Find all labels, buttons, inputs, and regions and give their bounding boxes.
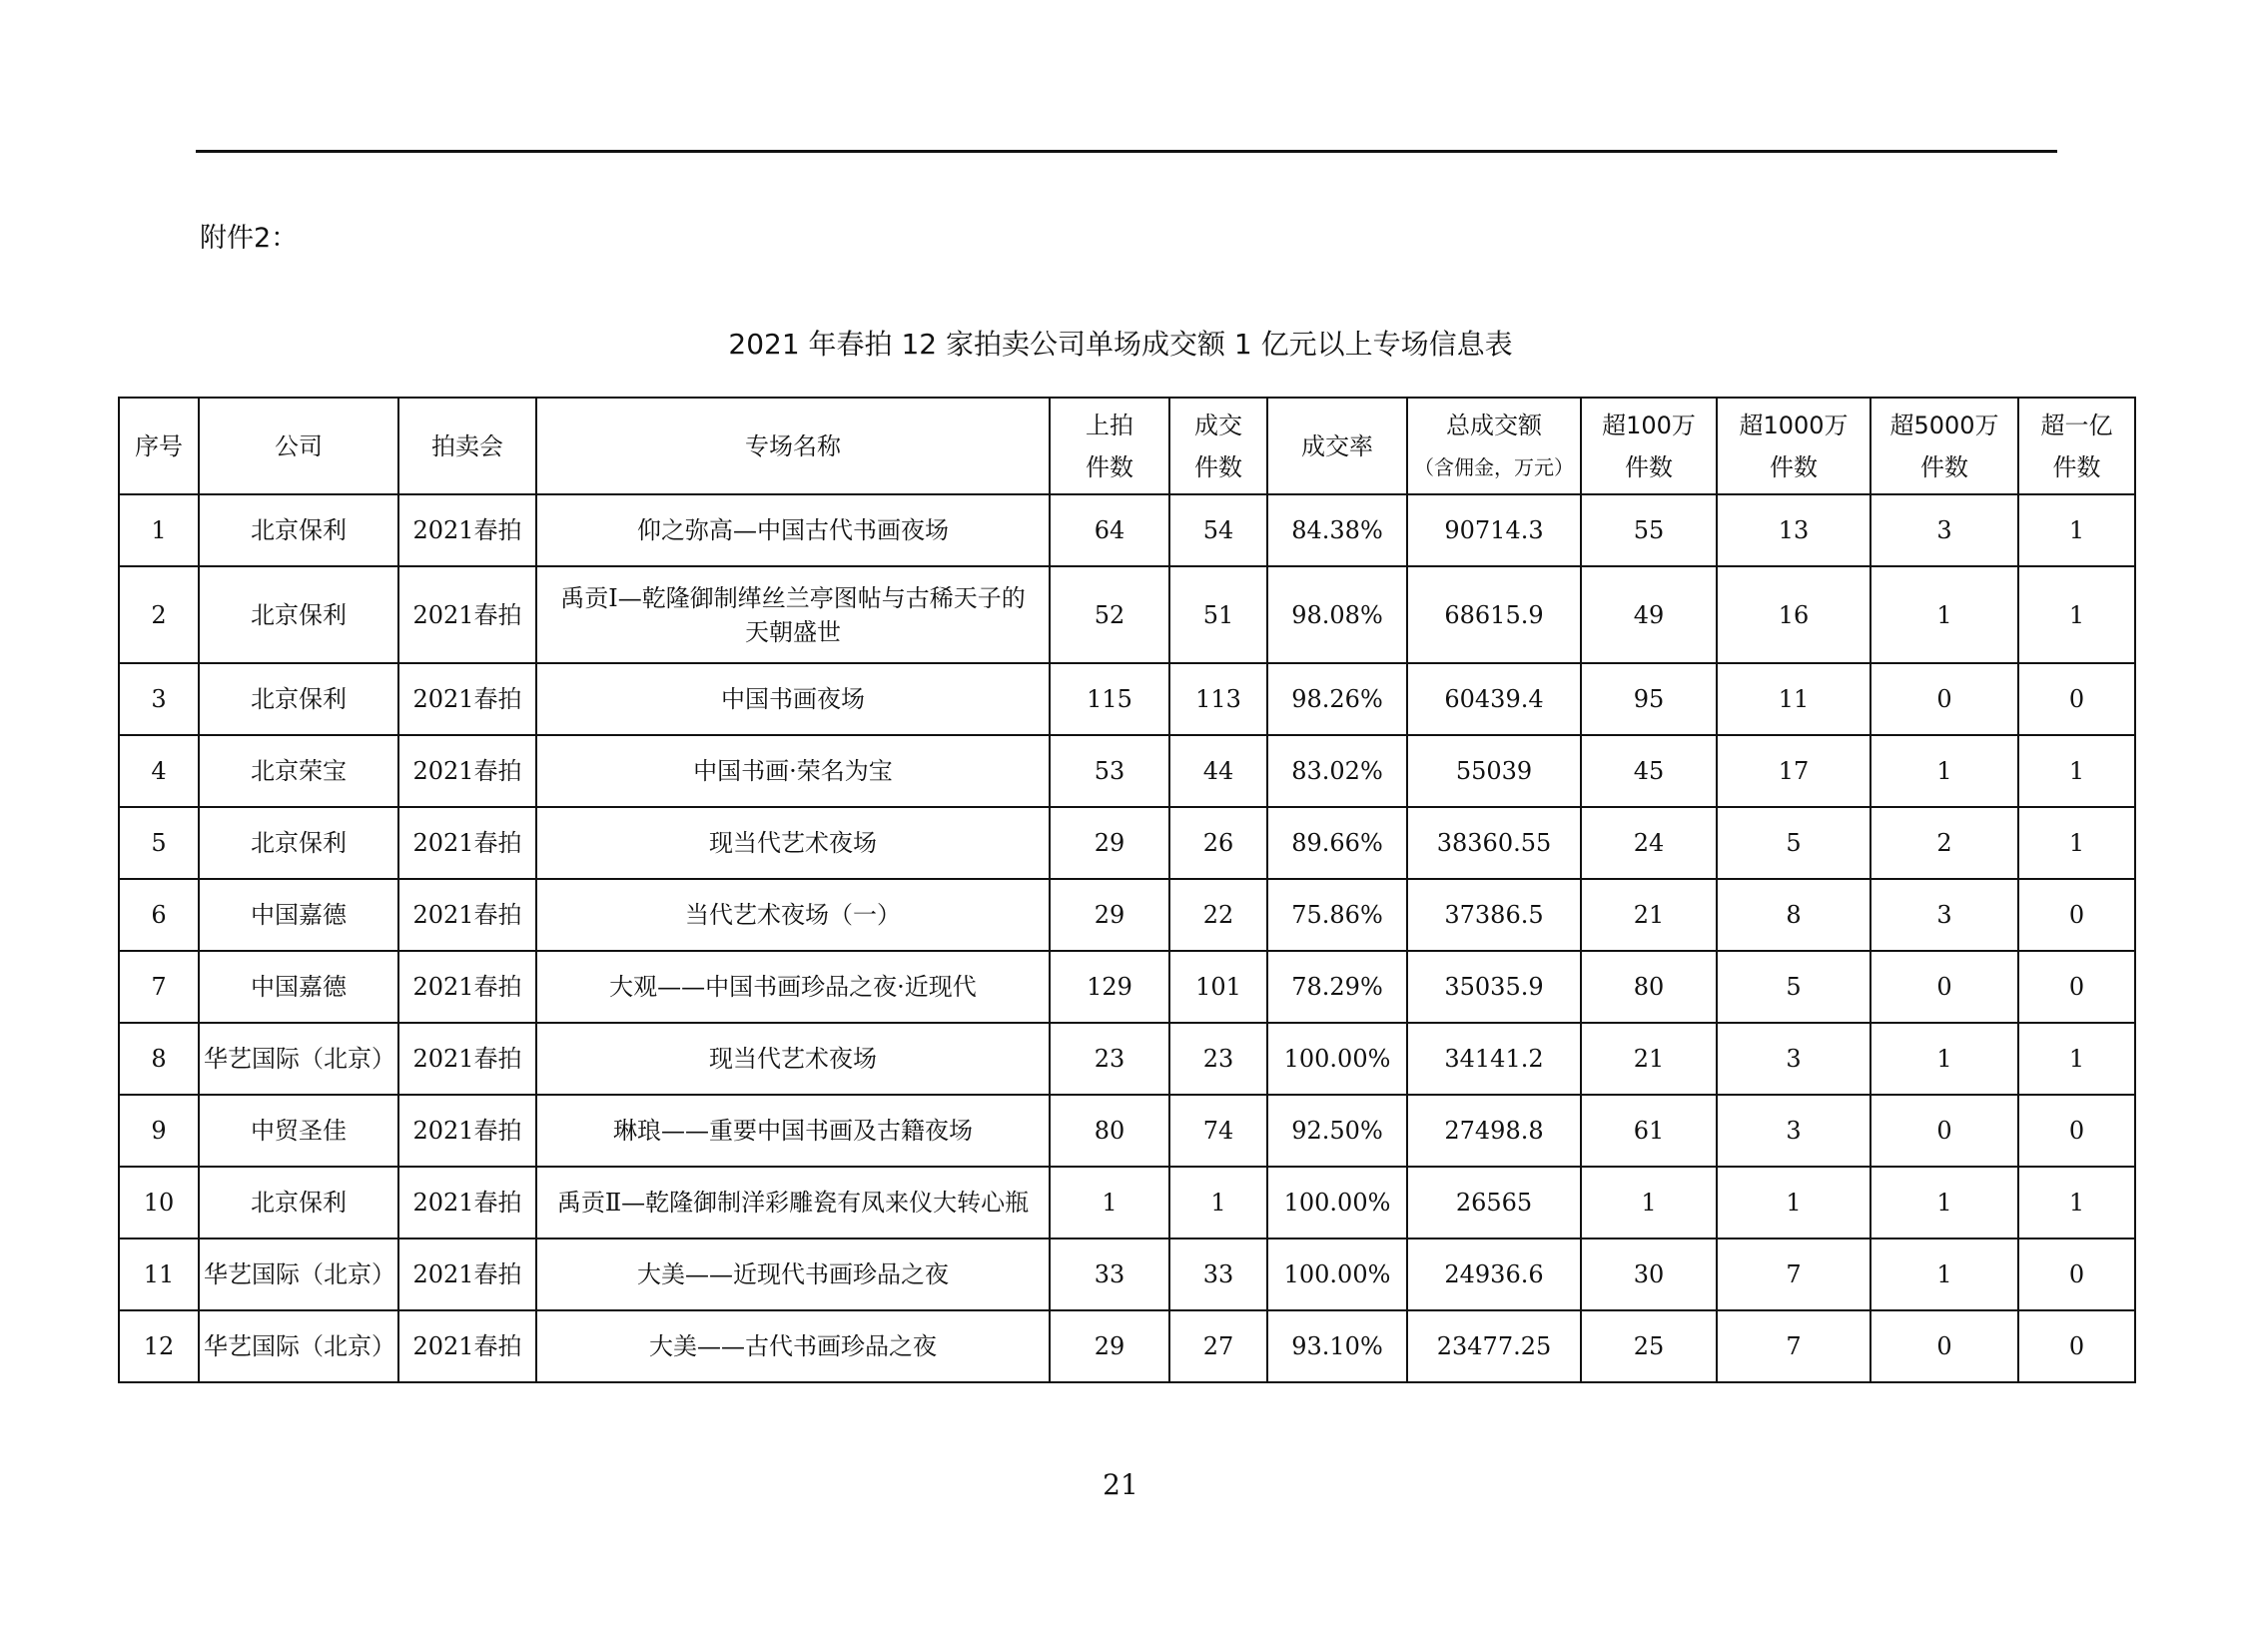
table-row <box>119 1095 2135 1167</box>
cell-session: 现当代艺术夜场 <box>536 807 1050 879</box>
cell-session: 仰之弥高—中国古代书画夜场 <box>536 494 1050 566</box>
cell-over100: 21 <box>1581 1023 1717 1095</box>
cell-session: 禹贡Ⅱ—乾隆御制洋彩雕瓷有凤来仪大转心瓶 <box>536 1167 1050 1239</box>
cell-seq: 3 <box>119 663 199 735</box>
cell-over100: 30 <box>1581 1239 1717 1310</box>
cell-auction: 2021春拍 <box>398 1023 536 1095</box>
cell-lots: 115 <box>1050 663 1169 735</box>
cell-total: 68615.9 <box>1407 566 1581 663</box>
header-over100: 超100万 件数 <box>1581 398 1717 494</box>
cell-seq: 6 <box>119 879 199 951</box>
header-auction: 拍卖会 <box>398 398 536 494</box>
cell-sold: 44 <box>1169 735 1267 807</box>
cell-lots: 29 <box>1050 879 1169 951</box>
cell-session: 大观——中国书画珍品之夜·近现代 <box>536 951 1050 1023</box>
cell-total: 60439.4 <box>1407 663 1581 735</box>
header-over5000: 超5000万 件数 <box>1870 398 2018 494</box>
cell-seq: 1 <box>119 494 199 566</box>
cell-over1000: 7 <box>1717 1239 1870 1310</box>
cell-over1yi: 1 <box>2018 494 2135 566</box>
cell-session: 禹贡Ⅰ—乾隆御制缂丝兰亭图帖与古稀天子的 天朝盛世 <box>536 566 1050 663</box>
cell-company: 中贸圣佳 <box>199 1095 398 1167</box>
cell-auction: 2021春拍 <box>398 879 536 951</box>
table-row <box>119 951 2135 1023</box>
cell-seq: 8 <box>119 1023 199 1095</box>
cell-seq: 12 <box>119 1310 199 1382</box>
cell-over100: 80 <box>1581 951 1717 1023</box>
cell-over5000: 2 <box>1870 807 2018 879</box>
cell-lots: 29 <box>1050 1310 1169 1382</box>
table-row <box>119 566 2135 663</box>
cell-auction: 2021春拍 <box>398 1310 536 1382</box>
cell-lots: 129 <box>1050 951 1169 1023</box>
cell-over1000: 13 <box>1717 494 1870 566</box>
cell-over5000: 0 <box>1870 1095 2018 1167</box>
cell-over1000: 3 <box>1717 1023 1870 1095</box>
cell-lots: 52 <box>1050 566 1169 663</box>
cell-session: 中国书画·荣名为宝 <box>536 735 1050 807</box>
cell-sold: 26 <box>1169 807 1267 879</box>
cell-over1yi: 1 <box>2018 566 2135 663</box>
cell-over100: 45 <box>1581 735 1717 807</box>
table-row <box>119 1167 2135 1239</box>
cell-auction: 2021春拍 <box>398 951 536 1023</box>
cell-auction: 2021春拍 <box>398 494 536 566</box>
cell-over100: 55 <box>1581 494 1717 566</box>
cell-session: 当代艺术夜场（一） <box>536 879 1050 951</box>
table-row <box>119 663 2135 735</box>
cell-session: 大美——近现代书画珍品之夜 <box>536 1239 1050 1310</box>
cell-rate: 93.10% <box>1267 1310 1407 1382</box>
cell-rate: 92.50% <box>1267 1095 1407 1167</box>
cell-auction: 2021春拍 <box>398 807 536 879</box>
table-row <box>119 1310 2135 1382</box>
cell-over5000: 1 <box>1870 1239 2018 1310</box>
cell-over1yi: 1 <box>2018 1023 2135 1095</box>
cell-sold: 101 <box>1169 951 1267 1023</box>
cell-over1yi: 0 <box>2018 879 2135 951</box>
cell-company: 华艺国际（北京） <box>199 1239 398 1310</box>
table-row <box>119 735 2135 807</box>
cell-rate: 100.00% <box>1267 1239 1407 1310</box>
table-row <box>119 494 2135 566</box>
cell-seq: 2 <box>119 566 199 663</box>
cell-seq: 7 <box>119 951 199 1023</box>
cell-seq: 9 <box>119 1095 199 1167</box>
header-row <box>119 398 2135 494</box>
cell-auction: 2021春拍 <box>398 566 536 663</box>
cell-company: 中国嘉德 <box>199 879 398 951</box>
cell-sold: 22 <box>1169 879 1267 951</box>
cell-company: 中国嘉德 <box>199 951 398 1023</box>
cell-over5000: 0 <box>1870 1310 2018 1382</box>
cell-company: 北京保利 <box>199 494 398 566</box>
cell-sold: 113 <box>1169 663 1267 735</box>
cell-over5000: 1 <box>1870 1167 2018 1239</box>
page-number: 21 <box>1103 1468 1138 1501</box>
cell-total: 37386.5 <box>1407 879 1581 951</box>
cell-rate: 84.38% <box>1267 494 1407 566</box>
header-company: 公司 <box>199 398 398 494</box>
cell-company: 华艺国际（北京） <box>199 1023 398 1095</box>
table-row <box>119 807 2135 879</box>
cell-over1000: 8 <box>1717 879 1870 951</box>
cell-session: 琳琅——重要中国书画及古籍夜场 <box>536 1095 1050 1167</box>
cell-total: 24936.6 <box>1407 1239 1581 1310</box>
cell-over100: 61 <box>1581 1095 1717 1167</box>
cell-lots: 80 <box>1050 1095 1169 1167</box>
table-row <box>119 1023 2135 1095</box>
cell-over1000: 5 <box>1717 807 1870 879</box>
header-seq: 序号 <box>119 398 199 494</box>
cell-over100: 21 <box>1581 879 1717 951</box>
cell-seq: 4 <box>119 735 199 807</box>
cell-lots: 33 <box>1050 1239 1169 1310</box>
cell-rate: 83.02% <box>1267 735 1407 807</box>
header-rule <box>196 150 2057 153</box>
cell-total: 55039 <box>1407 735 1581 807</box>
cell-total: 90714.3 <box>1407 494 1581 566</box>
cell-seq: 5 <box>119 807 199 879</box>
cell-lots: 64 <box>1050 494 1169 566</box>
cell-over1000: 7 <box>1717 1310 1870 1382</box>
cell-over1yi: 0 <box>2018 951 2135 1023</box>
cell-over5000: 3 <box>1870 494 2018 566</box>
cell-over1000: 5 <box>1717 951 1870 1023</box>
header-total: 总成交额 （含佣金，万元） <box>1407 398 1581 494</box>
header-sold: 成交 件数 <box>1169 398 1267 494</box>
header-lots: 上拍 件数 <box>1050 398 1169 494</box>
cell-rate: 98.08% <box>1267 566 1407 663</box>
cell-rate: 98.26% <box>1267 663 1407 735</box>
cell-over1000: 1 <box>1717 1167 1870 1239</box>
cell-over5000: 1 <box>1870 566 2018 663</box>
cell-over5000: 1 <box>1870 1023 2018 1095</box>
cell-sold: 51 <box>1169 566 1267 663</box>
cell-seq: 11 <box>119 1239 199 1310</box>
cell-total: 27498.8 <box>1407 1095 1581 1167</box>
cell-over1000: 11 <box>1717 663 1870 735</box>
cell-over1000: 17 <box>1717 735 1870 807</box>
cell-over100: 1 <box>1581 1167 1717 1239</box>
cell-over5000: 3 <box>1870 879 2018 951</box>
cell-company: 北京保利 <box>199 566 398 663</box>
attachment-label: 附件2： <box>200 223 299 254</box>
cell-company: 北京保利 <box>199 807 398 879</box>
cell-company: 北京保利 <box>199 663 398 735</box>
cell-lots: 1 <box>1050 1167 1169 1239</box>
cell-lots: 23 <box>1050 1023 1169 1095</box>
cell-session: 中国书画夜场 <box>536 663 1050 735</box>
cell-over1yi: 0 <box>2018 663 2135 735</box>
cell-rate: 78.29% <box>1267 951 1407 1023</box>
auction-table <box>118 397 2136 1383</box>
cell-over5000: 0 <box>1870 951 2018 1023</box>
cell-over1000: 3 <box>1717 1095 1870 1167</box>
cell-company: 北京荣宝 <box>199 735 398 807</box>
cell-total: 23477.25 <box>1407 1310 1581 1382</box>
header-over1000: 超1000万 件数 <box>1717 398 1870 494</box>
cell-total: 34141.2 <box>1407 1023 1581 1095</box>
cell-company: 北京保利 <box>199 1167 398 1239</box>
cell-lots: 29 <box>1050 807 1169 879</box>
cell-auction: 2021春拍 <box>398 1095 536 1167</box>
cell-auction: 2021春拍 <box>398 735 536 807</box>
header-rate: 成交率 <box>1267 398 1407 494</box>
table-title: 2021 年春拍 12 家拍卖公司单场成交额 1 亿元以上专场信息表 <box>728 328 1513 361</box>
header-session: 专场名称 <box>536 398 1050 494</box>
cell-auction: 2021春拍 <box>398 1167 536 1239</box>
cell-sold: 27 <box>1169 1310 1267 1382</box>
cell-rate: 100.00% <box>1267 1023 1407 1095</box>
cell-over1yi: 0 <box>2018 1310 2135 1382</box>
cell-over100: 24 <box>1581 807 1717 879</box>
cell-over1yi: 0 <box>2018 1239 2135 1310</box>
cell-rate: 100.00% <box>1267 1167 1407 1239</box>
cell-sold: 54 <box>1169 494 1267 566</box>
cell-over1000: 16 <box>1717 566 1870 663</box>
cell-over1yi: 0 <box>2018 1095 2135 1167</box>
cell-company: 华艺国际（北京） <box>199 1310 398 1382</box>
cell-rate: 89.66% <box>1267 807 1407 879</box>
cell-session: 大美——古代书画珍品之夜 <box>536 1310 1050 1382</box>
cell-seq: 10 <box>119 1167 199 1239</box>
cell-sold: 1 <box>1169 1167 1267 1239</box>
cell-over1yi: 1 <box>2018 807 2135 879</box>
cell-over1yi: 1 <box>2018 1167 2135 1239</box>
table-row <box>119 1239 2135 1310</box>
cell-over5000: 1 <box>1870 735 2018 807</box>
cell-sold: 74 <box>1169 1095 1267 1167</box>
cell-total: 38360.55 <box>1407 807 1581 879</box>
table-row <box>119 879 2135 951</box>
cell-over100: 25 <box>1581 1310 1717 1382</box>
cell-auction: 2021春拍 <box>398 1239 536 1310</box>
cell-lots: 53 <box>1050 735 1169 807</box>
cell-sold: 23 <box>1169 1023 1267 1095</box>
cell-sold: 33 <box>1169 1239 1267 1310</box>
header-over1yi: 超一亿 件数 <box>2018 398 2135 494</box>
cell-total: 35035.9 <box>1407 951 1581 1023</box>
cell-session: 现当代艺术夜场 <box>536 1023 1050 1095</box>
cell-over100: 95 <box>1581 663 1717 735</box>
cell-auction: 2021春拍 <box>398 663 536 735</box>
cell-over5000: 0 <box>1870 663 2018 735</box>
cell-over100: 49 <box>1581 566 1717 663</box>
cell-over1yi: 1 <box>2018 735 2135 807</box>
cell-total: 26565 <box>1407 1167 1581 1239</box>
cell-rate: 75.86% <box>1267 879 1407 951</box>
